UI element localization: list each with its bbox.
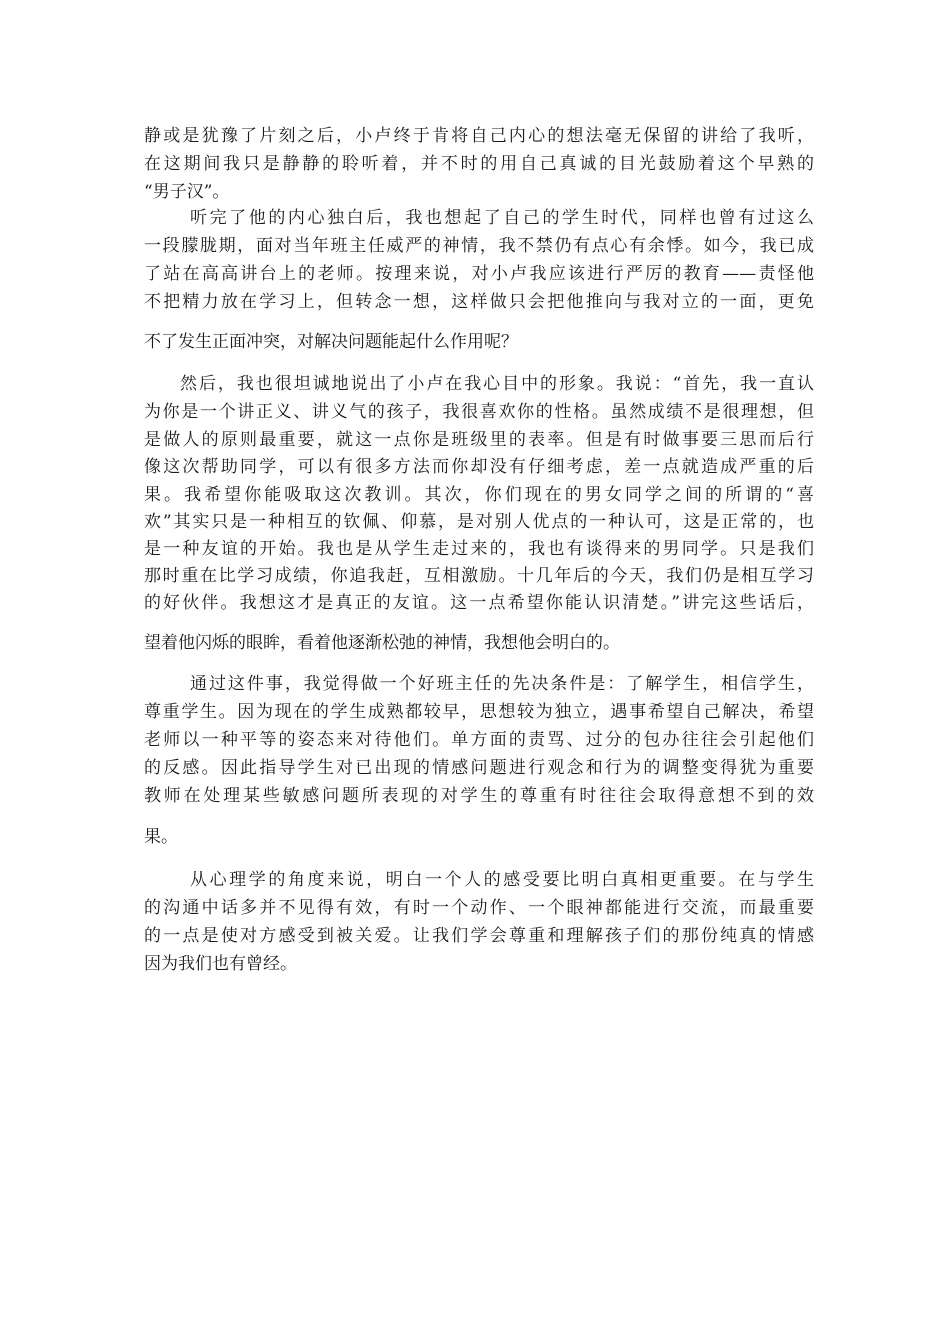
paragraph-3-line-10: 望着他闪烁的眼眸，看着他逐渐松弛的神情，我想他会明白的。	[144, 633, 620, 653]
paragraph-5-line-2: 的沟通中话多并不见得有效，有时一个动作、一个眼神都能进行交流，而最重要	[144, 898, 814, 918]
paragraph-2-line-2: 一段朦胧期，面对当年班主任威严的神情，我不禁仍有点心有余悸。如今，我已成	[144, 236, 814, 256]
paragraph-2-line-1: 听完了他的内心独白后，我也想起了自己的学生时代，同样也曾有过这么	[190, 208, 814, 228]
paragraph-3-line-9: 的好伙伴。我想这才是真正的友谊。这一点希望你能认识清楚。”讲完这些话后，	[144, 593, 814, 613]
paragraph-4-line-6: 果。	[144, 827, 178, 847]
paragraph-1-line-3: “男子汉”。	[144, 182, 230, 202]
paragraph-5-line-4: 因为我们也有曾经。	[144, 954, 297, 974]
paragraph-3-line-6: 欢”其实只是一种相互的钦佩、仰慕，是对别人优点的一种认可，这是正常的，也	[144, 512, 814, 532]
paragraph-4-line-3: 老师以一种平等的姿态来对待他们。单方面的责骂、过分的包办往往会引起他们	[144, 730, 814, 750]
paragraph-5-line-3: 的一点是使对方感受到被关爱。让我们学会尊重和理解孩子们的那份纯真的情感	[144, 926, 814, 946]
paragraph-2-line-5: 不了发生正面冲突，对解决问题能起什么作用呢？	[144, 332, 518, 352]
paragraph-1-line-1: 静或是犹豫了片刻之后，小卢终于肯将自己内心的想法毫无保留的讲给了我听，	[144, 126, 814, 146]
paragraph-4-line-2: 尊重学生。因为现在的学生成熟都较早，思想较为独立，遇事希望自己解决，希望	[144, 702, 814, 722]
paragraph-3-line-2: 为你是一个讲正义、讲义气的孩子，我很喜欢你的性格。虽然成绩不是很理想，但	[144, 402, 814, 422]
paragraph-5-line-1: 从心理学的角度来说，明白一个人的感受要比明白真相更重要。在与学生	[190, 870, 814, 890]
paragraph-4-line-1: 通过这件事，我觉得做一个好班主任的先决条件是：了解学生，相信学生，	[190, 674, 814, 694]
paragraph-4-line-4: 的反感。因此指导学生对已出现的情感问题进行观念和行为的调整变得犹为重要	[144, 758, 814, 778]
paragraph-2-line-3: 了站在高高讲台上的老师。按理来说，对小卢我应该进行严厉的教育——责怪他	[144, 264, 814, 284]
paragraph-3-line-7: 是一种友谊的开始。我也是从学生走过来的，我也有谈得来的男同学。只是我们	[144, 539, 814, 559]
paragraph-3-line-5: 果。我希望你能吸取这次教训。其次，你们现在的男女同学之间的所谓的“喜	[144, 485, 814, 505]
paragraph-3-line-1: 然后，我也很坦诚地说出了小卢在我心目中的形象。我说：“首先，我一直认	[180, 374, 814, 394]
paragraph-3-line-8: 那时重在比学习成绩，你追我赶，互相激励。十几年后的今天，我们仍是相互学习	[144, 566, 814, 586]
paragraph-3-line-3: 是做人的原则最重要，就这一点你是班级里的表率。但是有时做事要三思而后行	[144, 430, 814, 450]
paragraph-3-line-4: 像这次帮助同学，可以有很多方法而你却没有仔细考虑，差一点就造成严重的后	[144, 457, 814, 477]
paragraph-4-line-5: 教师在处理某些敏感问题所表现的对学生的尊重有时往往会取得意想不到的效	[144, 786, 814, 806]
paragraph-2-line-4: 不把精力放在学习上，但转念一想，这样做只会把他推向与我对立的一面，更免	[144, 292, 814, 312]
paragraph-1-line-2: 在这期间我只是静静的聆听着，并不时的用自己真诚的目光鼓励着这个早熟的	[144, 154, 814, 174]
